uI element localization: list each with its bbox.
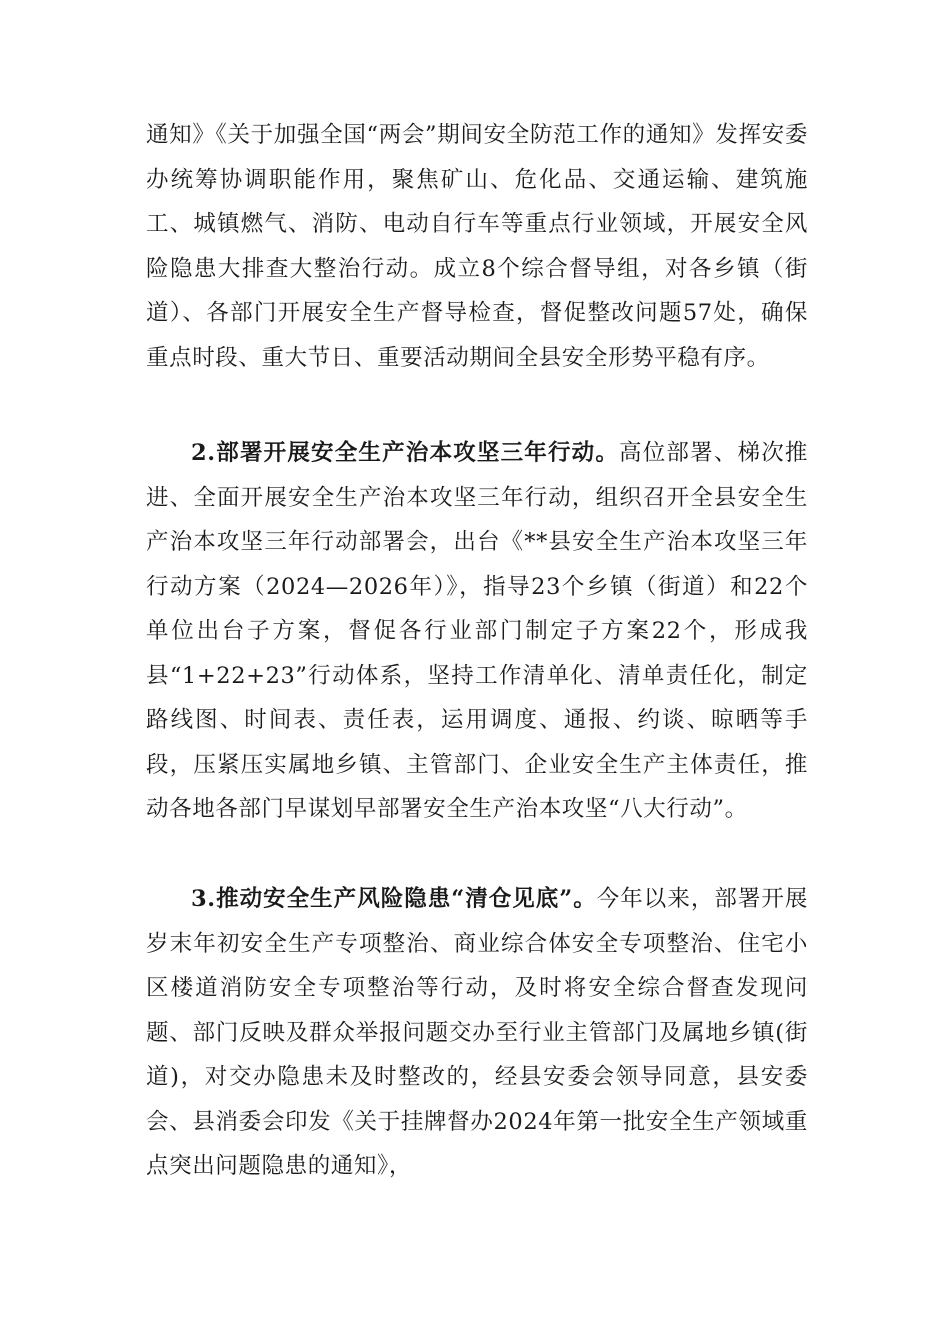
paragraph-2 [146, 431, 808, 832]
paragraph-body: 通知》《关于加强全国“两会”期间安全防范工作的通知》发挥安委办统筹协调职能作用，聚焦矿山、危化品、交通运输、建筑施工、城镇燃气、消防、电动自行车等重点行业领域，开展安全风险隐患大排查大整治行动。成立8个综合督导组，对各乡镇（街道）、各部门开展安全生产督导检查，督促整改问题57处，确保重点时段、重大节日、重要活动期间全县安全形势平稳有序。 [146, 122, 808, 371]
paragraph-body: 高位部署、梯次推进、全面开展安全生产治本攻坚三年行动，组织召开全县安全生产治本攻坚三年行动部署会，出台《**县安全生产治本攻坚三年行动方案（2024—2026年）》，指导23个乡镇（街道）和22个单位出台子方案，督促各行业部门制定子方案22个，形成我县“1+22+23”行动体系，坚持工作清单化、清单责任化，制定路线图、时间表、责任表，运用调度、通报、约谈、晾晒等手段，压紧压实属地乡镇、主管部门、企业安全生产主体责任，推动各地各部门早谋划早部署安全生产治本攻坚“八大行动”。 [146, 440, 808, 822]
paragraph-heading: 3.推动安全生产风险隐患“清仓见底”。 [191, 886, 597, 912]
paragraph-1 [146, 113, 808, 380]
paragraph-3 [146, 877, 808, 1189]
paragraph-heading: 2.部署开展安全生产治本攻坚三年行动。 [191, 440, 620, 466]
paragraph-body: 今年以来，部署开展岁末年初安全生产专项整治、商业综合体安全专项整治、住宅小区楼道消防安全专项整治等行动，及时将安全综合督查发现问题、部门反映及群众举报问题交办至行业主管部门及属地乡镇(街道)，对交办隐患未及时整改的，经县安委会领导同意，县安委会、县消委会印发《关于挂牌督办2024年第一批安全生产领域重点突出问题隐患的通知》， [146, 886, 808, 1179]
